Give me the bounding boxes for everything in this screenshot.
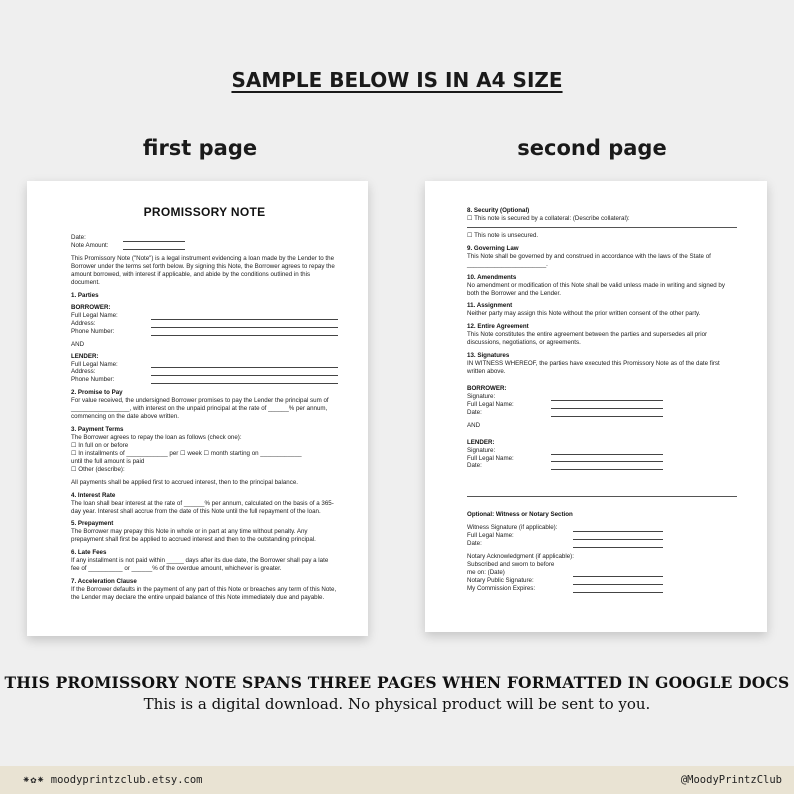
- lender-heading: LENDER:: [71, 352, 99, 360]
- second-page-label: second page: [517, 136, 667, 160]
- amount-row: Note Amount:: [71, 242, 338, 250]
- shop-handle: @MoodyPrintzClub: [680, 774, 782, 786]
- digital-download-notice: This is a digital download. No physical product will be sent to you.: [143, 695, 651, 713]
- date-row: Date:: [71, 234, 338, 242]
- pages-notice: THIS PROMISSORY NOTE SPANS THREE PAGES WHEN FORMATTED IN GOOGLE DOCS: [4, 673, 790, 692]
- section-late-fees: 6. Late Fees: [71, 549, 107, 557]
- divider: [467, 496, 737, 497]
- second-page-preview: 8. Security (Optional) ☐ This note is secured by a collateral: (Describe collateral): ☐ This note is unsecured. 9. Governing Law This Note shall be governed by and construed in accordance with the laws of the State of _______________________. 10. Amendments No amendment or modification of this Note shall be valid unless made in writing and signed by both the Borrower and the Lender. 11. Assignment Neither party may assign this Note without the prior written consent of the other party. 12. Entire Agreement This Note constitutes the entire agreement between the parties and supersedes all prior discussions, negotiations, or agreements. 13. Signatures IN WITNESS WHEREOF, the parties have executed this Promissory Note as of the date first written above. BORROWER: Signature: Full Legal Name: Date: AND LENDER: Signature: Full Legal Name: Date: Optional: Witness or Notary Section Witness Signature (if applicable): Full Legal Name: Date: Notary Acknowledgment (if applicable): Subscribed and sworn to before me on: (Date) Notary Public Signature: My Commission Expires:: [425, 181, 767, 632]
- section-payment-terms: 3. Payment Terms: [71, 426, 124, 434]
- section-signatures: 13. Signatures: [467, 352, 510, 360]
- section-parties: 1. Parties: [71, 291, 99, 299]
- optional-witness-heading: Optional: Witness or Notary Section: [467, 511, 573, 519]
- footer-bar: [0, 766, 794, 794]
- first-page-label: first page: [142, 136, 258, 160]
- intro-paragraph: This Promissory Note ("Note") is a legal instrument evidencing a loan made by the Lender to the Borrower under the terms set forth below. By signing this Note, the Borrower agrees to repay the amount borrowed, with interest if applicable, and abide by the conditions outlined in this document.: [71, 255, 335, 287]
- section-prepayment: 5. Prepayment: [71, 520, 114, 528]
- section-governing-law: 9. Governing Law: [467, 244, 519, 252]
- divider: [467, 227, 737, 228]
- flower-icon: ⁕✿⁕: [22, 775, 45, 786]
- section-acceleration: 7. Acceleration Clause: [71, 578, 137, 586]
- shop-url: ⁕✿⁕ moodyprintzclub.etsy.com: [22, 774, 203, 786]
- section-amendments: 10. Amendments: [467, 273, 517, 281]
- section-promise: 2. Promise to Pay: [71, 389, 123, 397]
- headline: SAMPLE BELOW IS IN A4 SIZE: [231, 68, 563, 92]
- section-assignment: 11. Assignment: [467, 302, 513, 310]
- borrower-heading: BORROWER:: [467, 384, 507, 392]
- section-interest: 4. Interest Rate: [71, 491, 116, 499]
- section-security: 8. Security (Optional): [467, 207, 530, 214]
- borrower-heading: BORROWER:: [71, 303, 111, 311]
- first-page-preview: PROMISSORY NOTE Date: Note Amount: This Promissory Note ("Note") is a legal instrument evidencing a loan made by the Lender to the Borrower under the terms set forth below. By signing this Note, the Borrower agrees to repay the amount borrowed, with interest if applicable, and abide by the conditions outlined in this document. 1. Parties BORROWER: Full Legal Name: Address: Phone Number: AND LENDER: Full Legal Name: Address: Phone Number: 2. Promise to Pay For value received, the undersigned Borrower promises to pay the Lender the principal sum of _________________, with interest on the unpaid principal at the rate of ______% per annum, commencing on the date above written. 3. Payment Terms The Borrower agrees to repay the loan as follows (check one): ☐ In full on or before ☐ In installments of ____________ per ☐ week ☐ month starting on ____________ until the full amount is paid ☐ Other (describe): All payments shall be applied first to accrued interest, then to the principal balance. 4. Interest Rate The loan shall bear interest at the rate of ______% per annum, calculated on the basis of a 365-day year. Interest shall accrue from the date of this Note until the full repayment of the loan. 5. Prepayment The Borrower may prepay this Note in whole or in part at any time without penalty. Any prepayment shall first be applied to accrued interest and then to the outstanding principal. 6. Late Fees If any installment is not paid within _____ days after its due date, the Borrower shall pay a late fee of __________ or ______% of the overdue amount, whichever is greater. 7. Acceleration Clause If the Borrower defaults in the payment of any part of this Note or breaches any term of this Note, the Lender may declare the entire unpaid balance of this Note immediately due and payable.: [27, 181, 368, 636]
- document-title: PROMISSORY NOTE: [143, 205, 266, 219]
- section-entire-agreement: 12. Entire Agreement: [467, 323, 529, 331]
- lender-heading: LENDER:: [467, 438, 495, 446]
- and-label: AND: [71, 340, 85, 348]
